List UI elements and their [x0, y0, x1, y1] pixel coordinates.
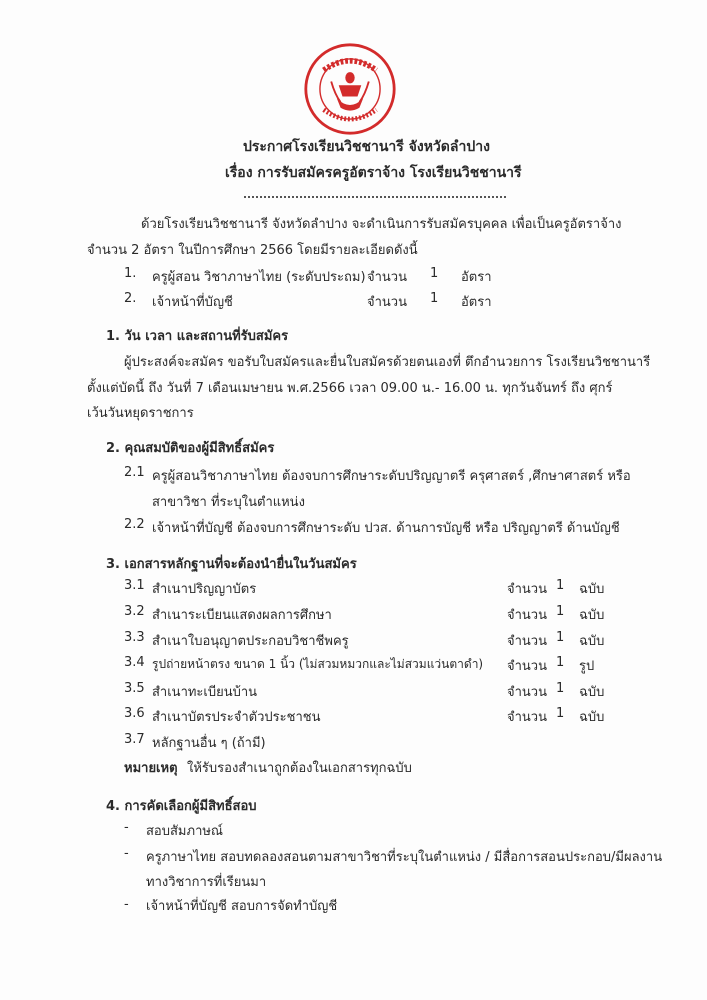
- document-number: 3.2: [124, 604, 145, 619]
- intro-line-2: จำนวน 2 อัตรา ในปีการศึกษา 2566 โดยมีรายละเอียดดังนี้: [87, 243, 418, 258]
- document-name: สำเนาปริญญาบัตร: [152, 582, 257, 597]
- section-2-item-line-1: ครูผู้สอนวิชาภาษาไทย ต้องจบการศึกษาระดับปริญญาตรี ครุศาสตร์ ,ศึกษาศาสตร์ หรือ: [152, 469, 631, 484]
- document-name: สำเนาบัตรประจำตัวประชาชน: [152, 710, 321, 725]
- section-1-line-2: ตั้งแต่บัดนี้ ถึง วันที่ 7 เดือนเมษายน พ.ศ.2566 เวลา 09.00 น.- 16.00 น. ทุกวันจันทร์ ถึง ศุกร์: [87, 381, 613, 396]
- section-2-item-line-2: สาขาวิชา ที่ระบุในตำแหน่ง: [152, 495, 305, 510]
- document-qty-label: จำนวน: [507, 659, 547, 674]
- document-qty: 1: [556, 604, 565, 619]
- document-unit: รูป: [579, 659, 595, 674]
- document-number: 3.4: [124, 655, 145, 670]
- note-text: ให้รับรองสำเนาถูกต้องในเอกสารทุกฉบับ: [187, 761, 412, 776]
- section-2-title: 2. คุณสมบัติของผู้มีสิทธิ์สมัคร: [106, 441, 275, 456]
- section-1-line-1: ผู้ประสงค์จะสมัคร ขอรับใบสมัครและยื่นใบสมัครด้วยตนเองที่ ตึกอำนวยการ โรงเรียนวิชชานารี: [124, 355, 651, 370]
- document-qty: 1: [556, 706, 565, 721]
- document-unit: ฉบับ: [579, 582, 605, 597]
- document-name: สำเนาใบอนุญาตประกอบวิชาชีพครู: [152, 634, 349, 649]
- selection-method-item-continued: ทางวิชาการที่เรียนมา: [146, 875, 267, 890]
- document-name: หลักฐานอื่น ๆ (ถ้ามี): [152, 736, 266, 751]
- position-qty: 1: [430, 266, 439, 281]
- position-unit: อัตรา: [461, 295, 492, 310]
- section-1-title: 1. วัน เวลา และสถานที่รับสมัคร: [106, 329, 289, 344]
- document-qty-label: จำนวน: [507, 634, 547, 649]
- position-name: ครูผู้สอน วิชาภาษาไทย (ระดับประถม): [152, 270, 366, 285]
- document-unit: ฉบับ: [579, 710, 605, 725]
- section-2-item-line: เจ้าหน้าที่บัญชี ต้องจบการศึกษาระดับ ปวส. ด้านการบัญชี หรือ ปริญญาตรี ด้านบัญชี: [152, 521, 620, 536]
- document-unit: ฉบับ: [579, 634, 605, 649]
- bullet-dash: -: [124, 897, 129, 912]
- section-4-title: 4. การคัดเลือกผู้มีสิทธิ์สอบ: [106, 799, 257, 814]
- selection-method-item: เจ้าหน้าที่บัญชี สอบการจัดทำบัญชี: [146, 899, 338, 914]
- document-qty-label: จำนวน: [507, 608, 547, 623]
- document-name: สำเนาระเบียนแสดงผลการศึกษา: [152, 608, 332, 623]
- position-qty: 1: [430, 291, 439, 306]
- section-2-item-number: 2.1: [124, 465, 145, 480]
- document-number: 3.1: [124, 578, 145, 593]
- position-number: 2.: [124, 291, 137, 306]
- intro-line-1: ด้วยโรงเรียนวิชชานารี จังหวัดลำปาง จะดำเนินการรับสมัครบุคคล เพื่อเป็นครูอัตราจ้าง: [141, 217, 622, 232]
- position-qty-label: จำนวน: [367, 295, 407, 310]
- bullet-dash: -: [124, 846, 129, 861]
- position-qty-label: จำนวน: [367, 270, 407, 285]
- announcement-title: ประกาศโรงเรียนวิชชานารี จังหวัดลำปาง: [243, 139, 490, 155]
- document-unit: ฉบับ: [579, 685, 605, 700]
- announcement-subject: เรื่อง การรับสมัครครูอัตราจ้าง โรงเรียนวิชชานารี: [225, 165, 522, 181]
- document-number: 3.5: [124, 681, 145, 696]
- document-number: 3.6: [124, 706, 145, 721]
- position-number: 1.: [124, 266, 137, 281]
- document-name: สำเนาทะเบียนบ้าน: [152, 685, 258, 700]
- bullet-dash: -: [124, 820, 129, 835]
- section-2-item-number: 2.2: [124, 517, 145, 532]
- note-label: หมายเหตุ: [124, 761, 178, 776]
- section-3-title: 3. เอกสารหลักฐานที่จะต้องนำยื่นในวันสมัคร: [106, 557, 357, 572]
- document-qty-label: จำนวน: [507, 685, 547, 700]
- document-qty: 1: [556, 630, 565, 645]
- dotted-divider: [244, 196, 506, 198]
- document-qty: 1: [556, 655, 565, 670]
- document-qty: 1: [556, 681, 565, 696]
- position-unit: อัตรา: [461, 270, 492, 285]
- selection-method-item: ครูภาษาไทย สอบทดลองสอนตามสาขาวิชาที่ระบุในตำแหน่ง / มีสื่อการสอนประกอบ/มีผลงาน: [146, 850, 663, 865]
- document-unit: ฉบับ: [579, 608, 605, 623]
- document-number: 3.7: [124, 732, 145, 747]
- position-name: เจ้าหน้าที่บัญชี: [152, 295, 233, 310]
- selection-method-item: สอบสัมภาษณ์: [146, 824, 223, 839]
- section-1-line-3: เว้นวันหยุดราชการ: [87, 406, 194, 421]
- document-number: 3.3: [124, 630, 145, 645]
- document-qty-label: จำนวน: [507, 582, 547, 597]
- document-qty: 1: [556, 578, 565, 593]
- document-name: รูปถ่ายหน้าตรง ขนาด 1 นิ้ว (ไม่สวมหมวกและไม่สวมแว่นตาดำ): [152, 657, 484, 671]
- document-qty-label: จำนวน: [507, 710, 547, 725]
- school-seal-logo: [303, 42, 397, 136]
